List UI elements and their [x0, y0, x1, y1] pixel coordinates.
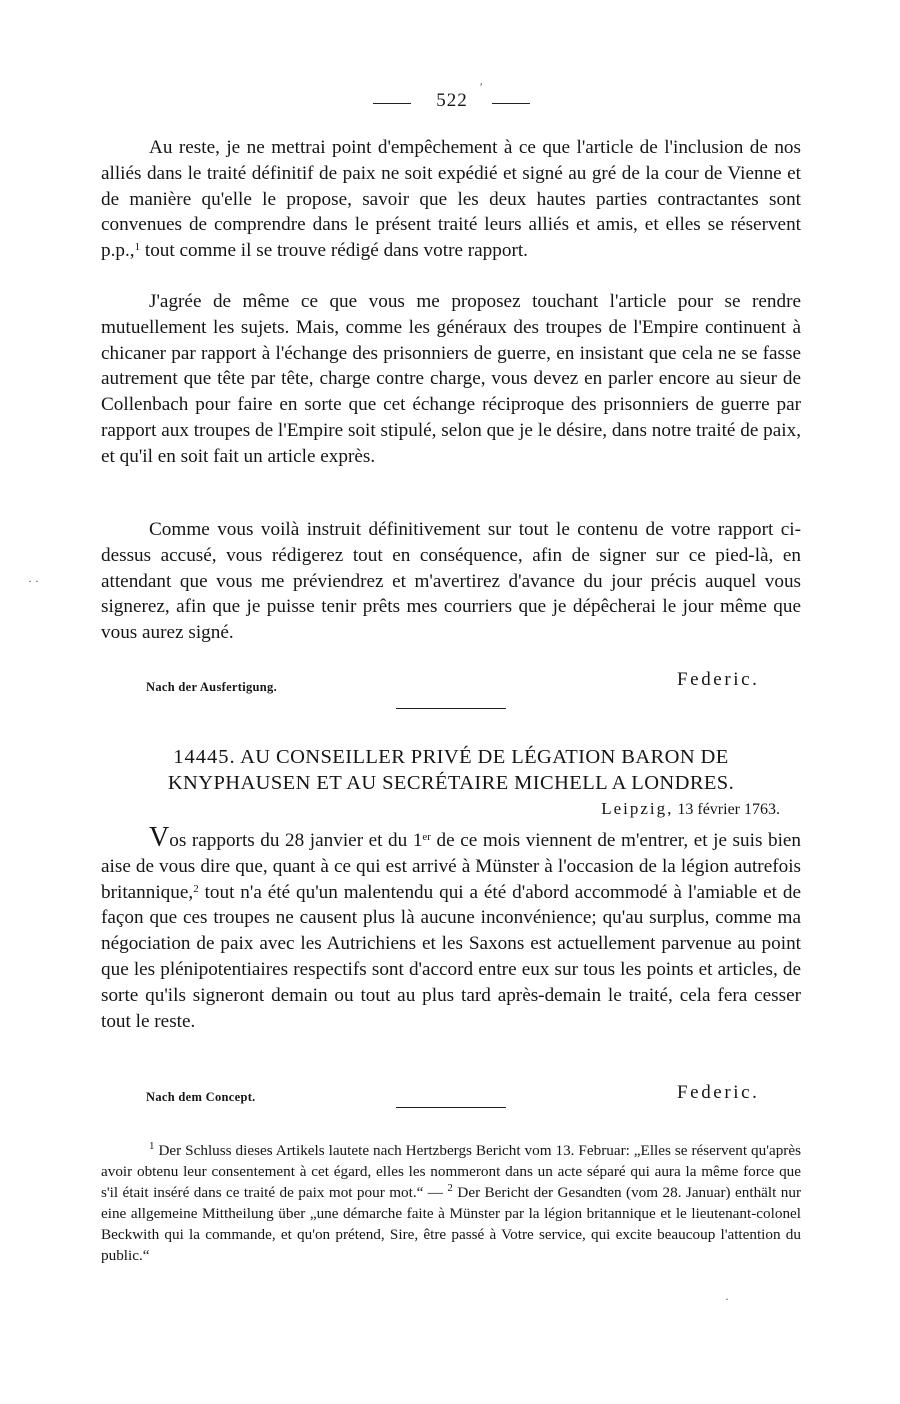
- footnote-1-text: Der Schluss dieses Artikels lautete nach Hertzbergs Bericht vom 13. Februar: „Elles se réservent qu'après avoir obtenu leur consentement à cet égard, elles les nommeront dans un acte séparé qui aura la même force que s'il était inséré dans ce traité de paix mot pour mot.“ —: [101, 1142, 802, 1201]
- letter2-signature: Federic.: [677, 1082, 760, 1103]
- letter2-text-c: tout n'a été qu'un malentendu qui a été d'abord accommodé à l'amiable et de façon que ces troupes ne causent plus là aucune inconvénience; qu'au surplus, comme ma négociation de paix avec les Autrichiens et les Saxons est actuellement parvenue au point que les plénipotentiaires respectifs sont d'accord entre eux sur tous les points et articles, de sorte qu'ils signeront demain ou tout au plus tard après-demain le traité, cela fera cesser tout le reste.: [101, 881, 802, 1032]
- dateline-place: Leipzig,: [601, 799, 674, 818]
- footnote-ref-1: 1: [134, 241, 141, 254]
- header-rule-left: [373, 103, 411, 104]
- drop-cap: V: [149, 822, 170, 853]
- page-number: 522: [436, 90, 468, 111]
- letter1-paragraph-2: J'agrée de même ce que vous me proposez touchant l'article pour se rendre mutuellement les sujets. Mais, comme les généraux des troupes de l'Empire continuent à chicaner par rapport à l'échange des prisonniers de guerre, en insistant que cela ne se fasse autrement que tête par tête, charge contre charge, vous devez en parler encore au sieur de Collenbach pour faire en sorte que cet échange réciproque des prisonniers de guerre par rapport aux troupes de l'Empire soit stipulé, selon que je le désire, dans notre traité de paix, et qu'il en soit fait un article exprès.: [101, 291, 801, 467]
- footnote-ref-2: 2: [193, 882, 199, 895]
- section-separator: [396, 708, 506, 709]
- superscript-er: er: [422, 831, 431, 843]
- footnote-1-marker: 1: [149, 1140, 155, 1152]
- letter1-paragraph-1: [101, 135, 801, 264]
- letter2-heading-text: AU CONSEILLER PRIVÉ DE LÉGATION BARON DE KNYPHAUSEN ET AU SECRÉTAIRE MICHELL A LONDRES.: [167, 746, 735, 794]
- letter1-source-note: Nach der Ausfertigung.: [146, 680, 278, 694]
- margin-mark: · ·: [28, 574, 39, 588]
- dateline-date: 13 février 1763.: [677, 801, 780, 818]
- section-separator-2: [396, 1107, 506, 1108]
- letter2-source-note: Nach dem Concept.: [146, 1090, 256, 1104]
- letter2-heading: [101, 744, 801, 796]
- footnote-2-text: Der Bericht der Gesandten (vom 28. Januar) enthält nur eine allgemeine Mittheilung über „une démarche faite à Münster par la légion britannique et le lieutenant-colonel Beckwith qui la commande, et qu'on prétend, Sire, être passé à Votre service, qui excite beaucoup l'attention du public.“: [101, 1184, 802, 1264]
- header-rule-right: [492, 103, 530, 104]
- header-tick-mark: ʹ: [480, 80, 483, 94]
- letter-number: 14445.: [173, 746, 236, 768]
- letter1-paragraph-3: Comme vous voilà instruit définitivement sur tout le contenu de votre rapport ci-dessus accusé, vous rédigerez tout en conséquence, afin de signer sur ce pied-là, en attendant que vous me préviendrez et m'avertirez d'avance du jour précis auquel vous signerez, afin que je puisse tenir prêts mes courriers que je dépêcherai le jour même que vous aurez signé.: [101, 519, 801, 644]
- letter2-paragraph: [101, 822, 802, 1034]
- letter1-signature: Federic.: [677, 669, 760, 690]
- letter2-dateline: [601, 799, 780, 819]
- letter2-text-b: de ce mois viennent de m'entrer, et je suis bien aise de vous dire que, quant à ce qui est arrivé à Münster à l'occasion de la légion autrefois britannique,: [101, 830, 802, 903]
- footnotes: [101, 1140, 801, 1266]
- letter1-paragraph-1-end: tout comme il se trouve rédigé dans votre rapport.: [144, 240, 528, 262]
- footer-dot-mark: ·: [725, 1292, 729, 1306]
- letter2-text-a: os rapports du 28 janvier et du 1: [169, 830, 423, 851]
- letter1-paragraph-1-text: Au reste, je ne mettrai point d'empêchement à ce que l'article de l'inclusion de nos alliés dans le traité définitif de paix ne soit expédié et signé au gré de la cour de Vienne et de manière qu'elle le propose, savoir que les deux hautes parties contractantes sont convenues de comprendre dans le présent traité leurs alliés et amis, et elles se réservent p.p.,: [101, 137, 801, 262]
- footnote-2-marker: 2: [447, 1182, 453, 1194]
- footnote-block: [101, 1140, 801, 1266]
- page-header: [0, 90, 900, 116]
